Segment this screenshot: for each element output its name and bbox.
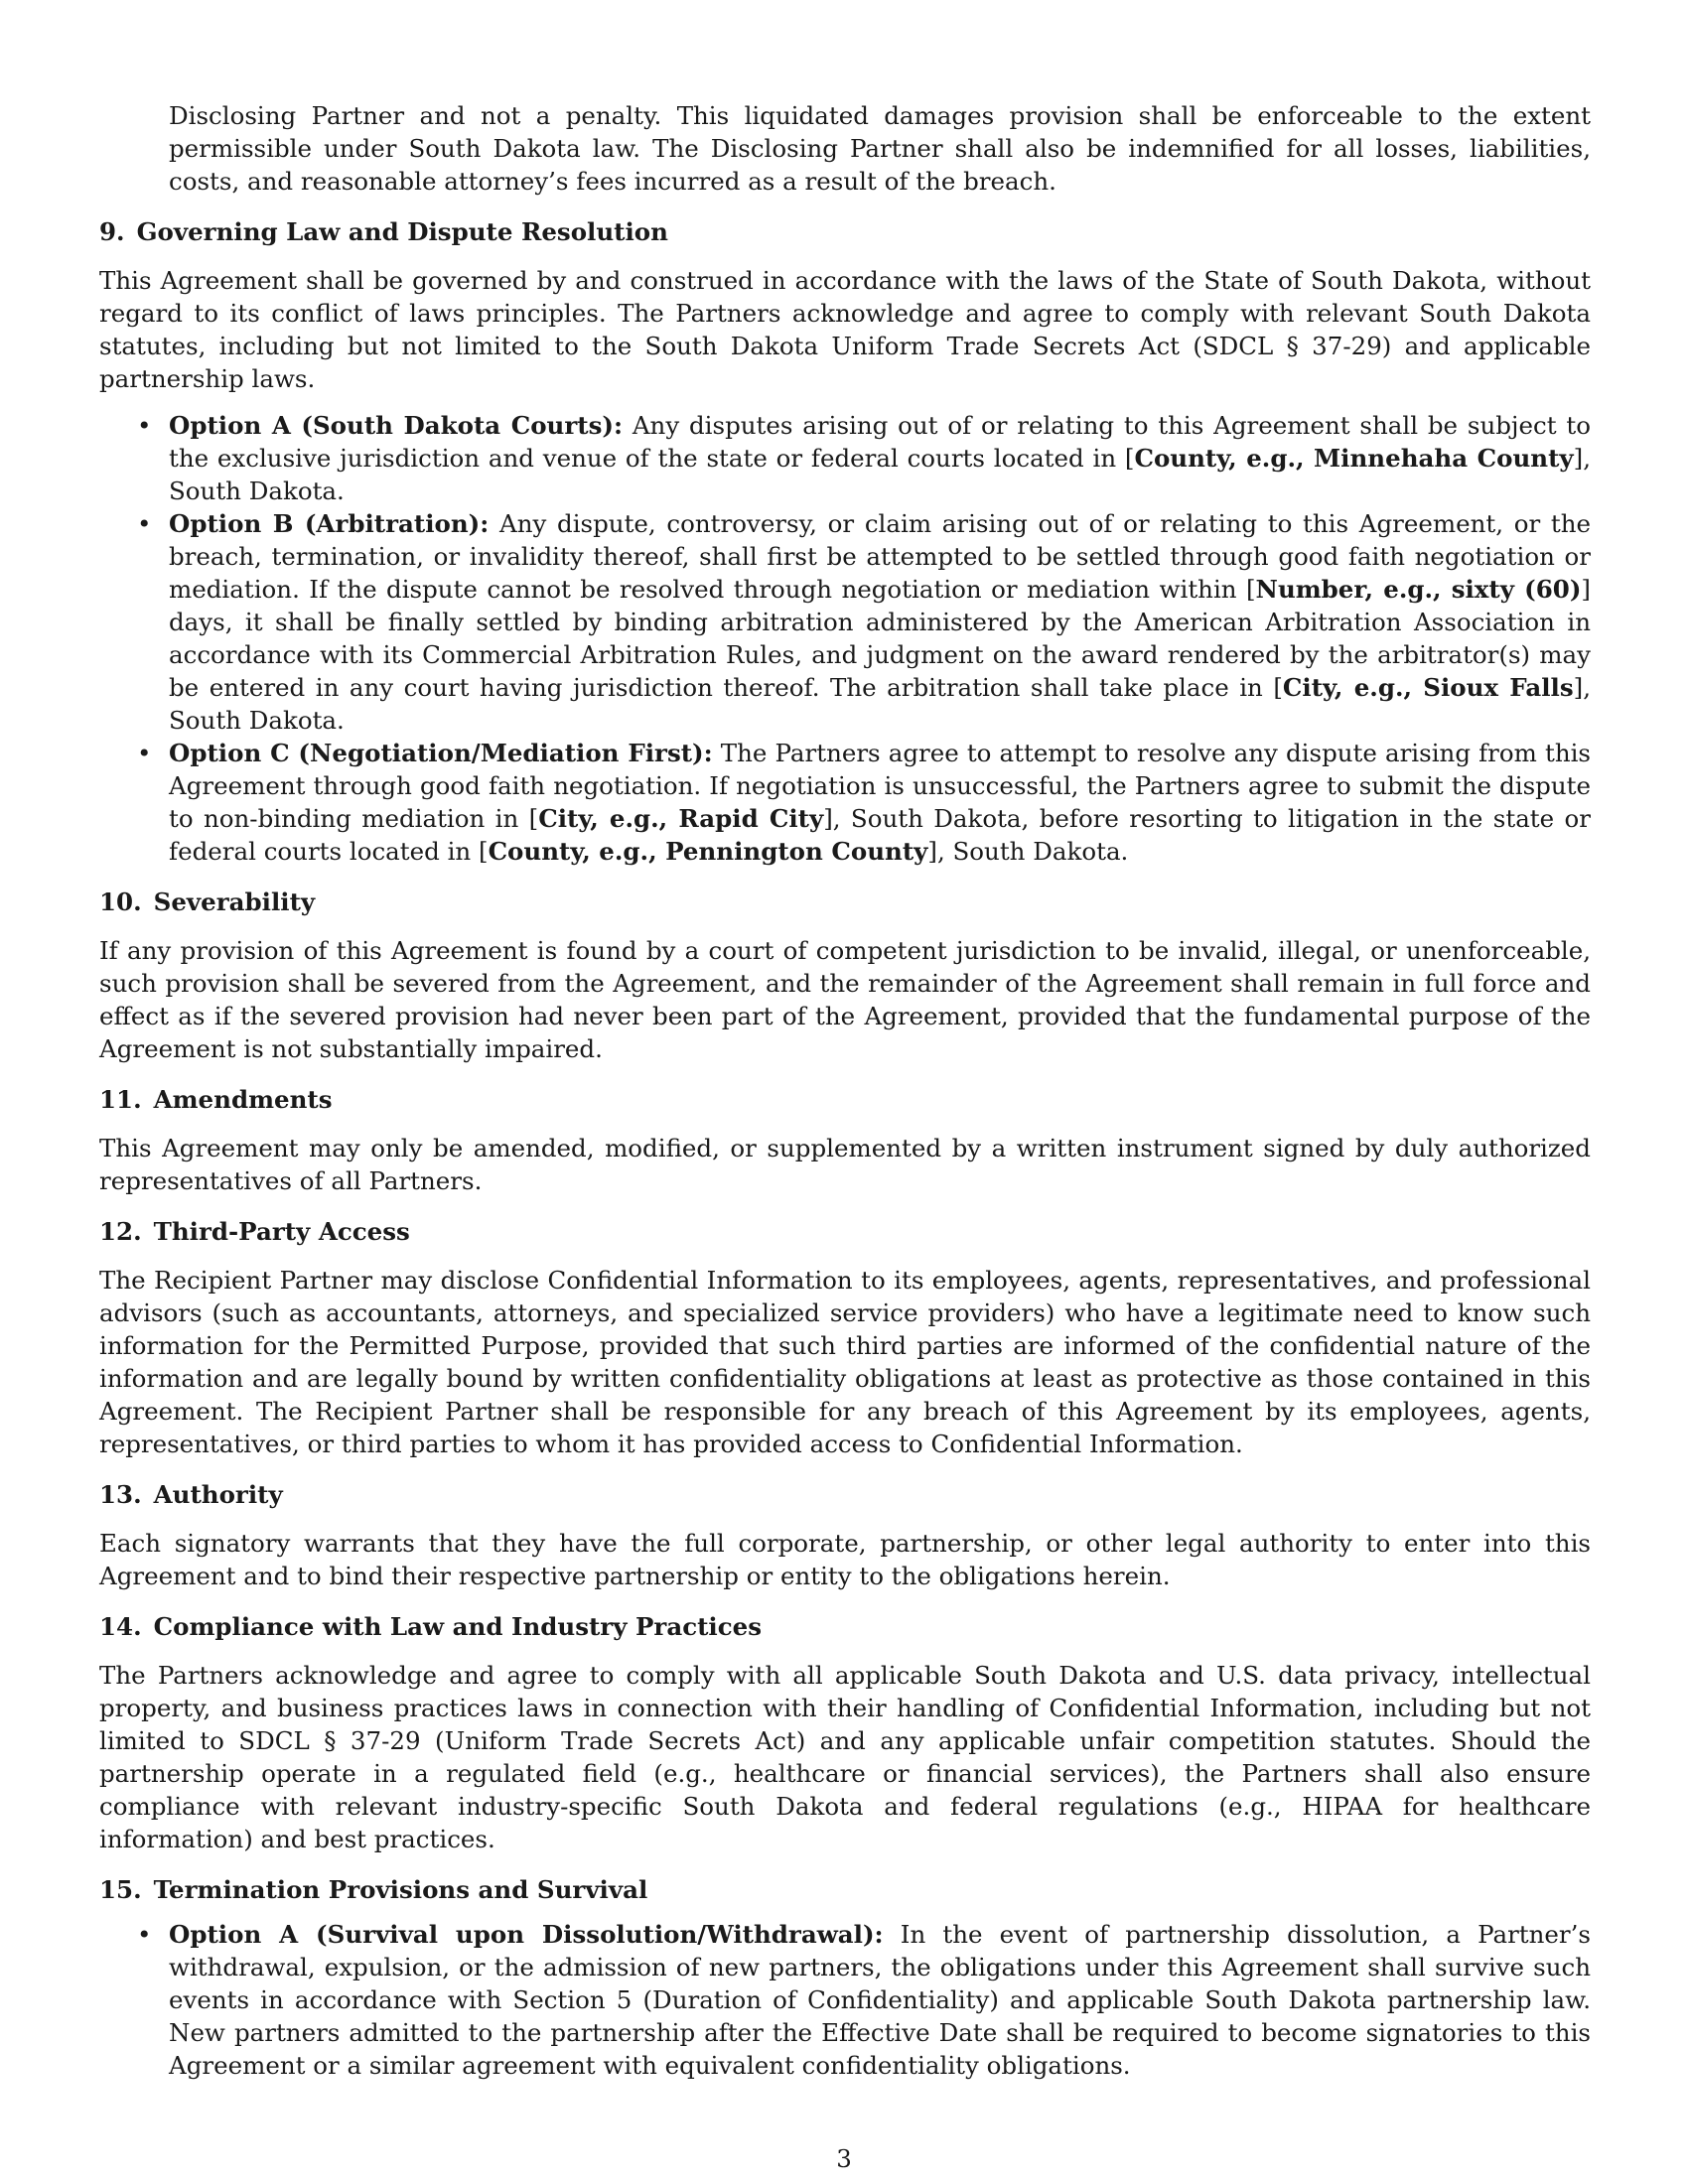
section-number: 12. <box>99 1217 142 1246</box>
section-heading <box>99 1873 1591 1906</box>
bullet-icon: • <box>137 509 152 538</box>
option-label: Option A (Survival upon Dissolution/Withdrawal): <box>169 1920 884 1949</box>
section-heading <box>99 1478 1591 1511</box>
option-list <box>99 409 1591 868</box>
bullet-icon: • <box>137 739 152 767</box>
section-body: The Partners acknowledge and agree to comply with all applicable South Dakota and U.S. data privacy, intellectual property, and business practices laws in connection with their handling of Confidential Information, including but not limited to SDCL § 37-29 (Uniform Trade Secrets Act) and any applicable unfair competition statutes. Should the partnership operate in a regulated field (e.g., healthcare or financial services), the Partners shall also ensure compliance with relevant industry-specific South Dakota and federal regulations (e.g., HIPAA for healthcare information) and best practices. <box>99 1661 1591 1853</box>
section-number: 13. <box>99 1480 142 1509</box>
option-text: In the event of partnership dissolution, a Partner’s withdrawal, expulsion, or the admission of new partners, the obligations under this Agreement shall survive such events in accordance with Section 5 (Duration of Confidentiality) and applicable South Dakota partnership law. New partners admitted to the partnership after the Effective Date shall be required to become signatories to this Agreement or a similar agreement with equivalent confidentiality obligations. <box>169 1920 1591 2080</box>
section-heading <box>99 1610 1591 1643</box>
section-body: Each signatory warrants that they have the full corporate, partnership, or other legal authority to enter into this Agreement and to bind their respective partnership or entity to the obligations herein. <box>99 1529 1591 1590</box>
option-list <box>99 1918 1591 2082</box>
option-text: Any disputes arising out of or relating to this Agreement shall be subject to the exclusive jurisdiction and venue of the state or federal courts located in [ <box>169 411 1591 473</box>
section-title: Compliance with Law and Industry Practices <box>153 1612 763 1641</box>
section-title: Governing Law and Dispute Resolution <box>136 217 668 246</box>
placeholder-text: City, e.g., Rapid City <box>538 804 824 833</box>
option-label: Option A (South Dakota Courts): <box>169 411 624 440</box>
section-heading <box>99 886 1591 918</box>
option-text: ] days, it shall be finally settled by binding arbitration administered by the American Arbitration Association in accordance with its Commercial Arbitration Rules, and judgment on the award rendered by the arbitrator(s) may be entered in any court having jurisdiction thereof. The arbitration shall take place in [ <box>169 575 1591 702</box>
section-body: This Agreement may only be amended, modified, or supplemented by a written instrument signed by duly authorized representatives of all Partners. <box>99 1134 1591 1195</box>
section-number: 15. <box>99 1875 142 1904</box>
placeholder-text: City, e.g., Sioux Falls <box>1282 673 1574 702</box>
section-13 <box>99 1478 1591 1592</box>
section-title: Authority <box>153 1480 283 1509</box>
section-body: If any provision of this Agreement is found by a court of competent jurisdiction to be invalid, illegal, or unenforceable, such provision shall be severed from the Agreement, and the remainder of the Agreement shall remain in full force and effect as if the severed provision had never been part of the Agreement, provided that the fundamental purpose of the Agreement is not substantially impaired. <box>99 936 1591 1063</box>
placeholder-text: County, e.g., Pennington County <box>488 837 928 866</box>
section-14 <box>99 1610 1591 1855</box>
section-title: Severability <box>153 887 316 916</box>
option-label: Option B (Arbitration): <box>169 509 490 538</box>
bullet-icon: • <box>137 411 152 440</box>
section-title: Third-Party Access <box>153 1217 410 1246</box>
section-number: 11. <box>99 1085 142 1114</box>
section-number: 9. <box>99 217 125 246</box>
option-text: ], South Dakota. <box>169 444 1591 505</box>
section-heading <box>99 1083 1591 1116</box>
option-text: ], South Dakota, before resorting to litigation in the state or federal courts located in [ <box>169 804 1591 866</box>
option-text: The Partners agree to attempt to resolve any dispute arising from this Agreement through good faith negotiation. If negotiation is unsuccessful, the Partners agree to submit the dispute to non-binding mediation in [ <box>169 739 1592 833</box>
section-number: 14. <box>99 1612 142 1641</box>
section-heading <box>99 1215 1591 1248</box>
placeholder-text: County, e.g., Minnehaha County <box>1134 444 1574 473</box>
list-item-option-a <box>99 1918 1591 2082</box>
section-10 <box>99 886 1591 1065</box>
option-label: Option C (Negotiation/Mediation First): <box>169 739 713 767</box>
section-15 <box>99 1873 1591 2082</box>
section-9 <box>99 215 1591 868</box>
list-item-option-a <box>99 409 1591 507</box>
section-title: Termination Provisions and Survival <box>153 1875 648 1904</box>
section-body: This Agreement shall be governed by and construed in accordance with the laws of the State of South Dakota, without regard to its conflict of laws principles. The Partners acknowledge and agree to comply with relevant South Dakota statutes, including but not limited to the South Dakota Uniform Trade Secrets Act (SDCL § 37-29) and applicable partnership laws. <box>99 266 1591 393</box>
section-title: Amendments <box>153 1085 333 1114</box>
page-number: 3 <box>836 2144 852 2173</box>
section-number: 10. <box>99 887 142 916</box>
document-content <box>99 99 1591 2082</box>
option-text: Any dispute, controversy, or claim arising out of or relating to this Agreement, or the breach, termination, or invalidity thereof, shall first be attempted to be settled through good faith negotiation or mediation. If the dispute cannot be resolved through negotiation or mediation within [ <box>169 509 1591 604</box>
section-11 <box>99 1083 1591 1197</box>
bullet-icon: • <box>137 1920 152 1949</box>
section-12 <box>99 1215 1591 1460</box>
option-text: ], South Dakota. <box>927 837 1129 866</box>
placeholder-text: Number, e.g., sixty (60) <box>1255 575 1582 604</box>
section-body: The Recipient Partner may disclose Confidential Information to its employees, agents, representatives, and professional advisors (such as accountants, attorneys, and specialized service providers) who have a legitimate need to know such information for the Permitted Purpose, provided that such third parties are informed of the confidential nature of the information and are legally bound by written confidentiality obligations at least as protective as those contained in this Agreement. The Recipient Partner shall be responsible for any breach of this Agreement by its employees, agents, representatives, or third parties to whom it has provided access to Confidential Information. <box>99 1266 1591 1458</box>
option-text: ], South Dakota. <box>169 673 1591 735</box>
section-heading <box>99 215 1591 248</box>
list-item-option-b <box>99 507 1591 737</box>
continued-paragraph: Disclosing Partner and not a penalty. This liquidated damages provision shall be enforceable to the extent permissible under South Dakota law. The Disclosing Partner shall also be indemnified for all losses, liabilities, costs, and reasonable attorney’s fees incurred as a result of the breach. <box>169 101 1591 196</box>
list-item-option-c <box>99 737 1591 868</box>
